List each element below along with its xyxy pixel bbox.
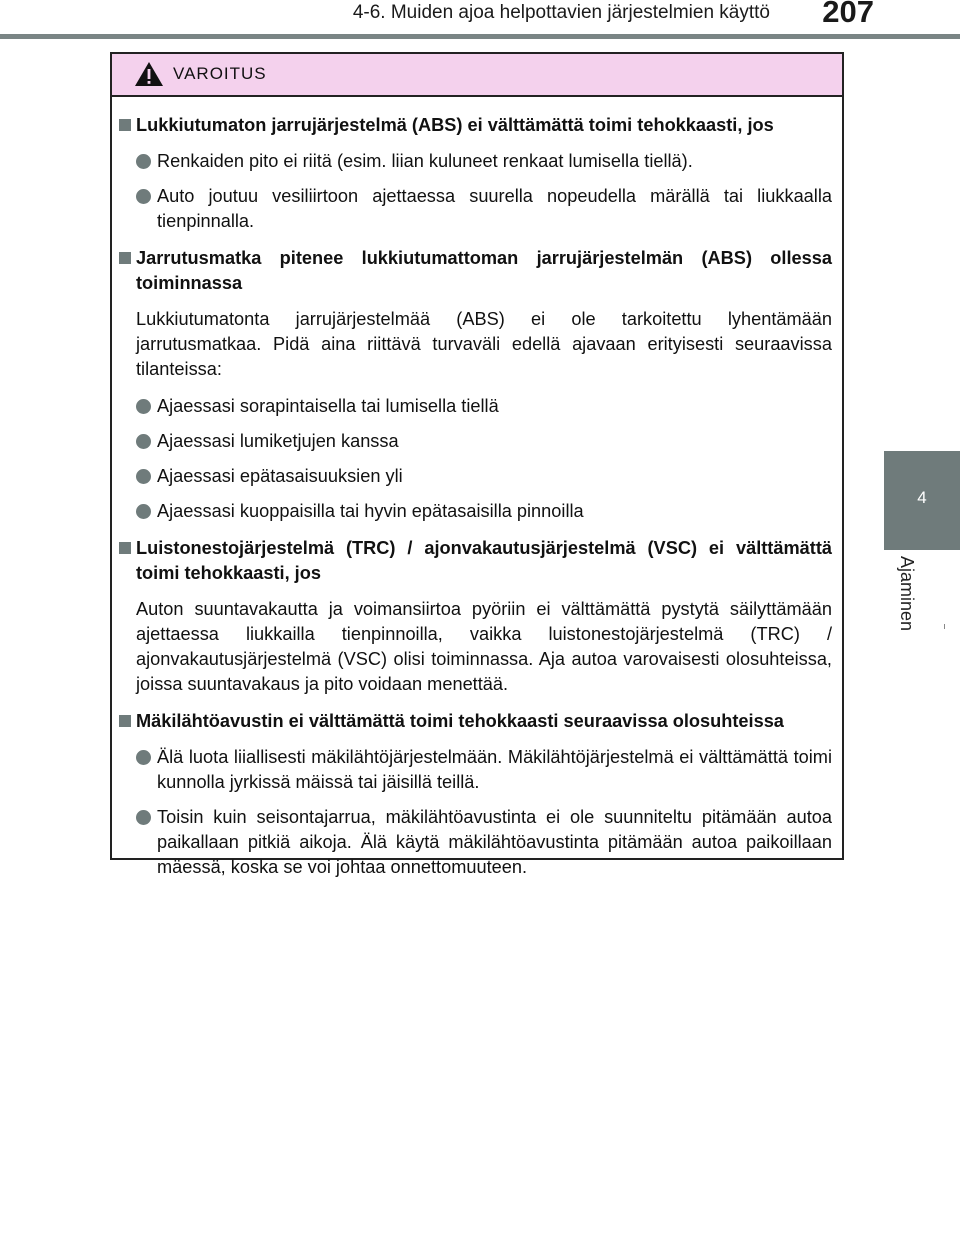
section-heading: Luistonestojärjestelmä (TRC) / ajonvakautusjärjestelmä (VSC) ei välttämättä toimi tehokkaasti, jos	[136, 538, 832, 583]
warning-section	[119, 113, 832, 234]
round-bullet-icon	[136, 434, 151, 449]
bullet-item	[136, 805, 832, 880]
warning-title: VAROITUS	[173, 64, 267, 83]
round-bullet-icon	[136, 154, 151, 169]
bullet-text: Ajaessasi lumiketjujen kanssa	[157, 431, 399, 451]
warning-header	[112, 54, 842, 97]
warning-box	[110, 52, 844, 877]
bullet-text: Toisin kuin seisontajarrua, mäkilähtöavustinta ei ole suunniteltu pitämään autoa paikallaan pitkiä aikoja. Älä käytä mäkilähtöavustinta pitämään autoa paikoillaan mäessä, koska se voi johtaa onnettomuuteen.	[157, 807, 832, 877]
warning-section	[119, 709, 832, 880]
chapter-mark	[944, 624, 945, 629]
warning-section	[119, 536, 832, 697]
page-number: 207	[822, 0, 874, 29]
bullet-text: Älä luota liiallisesti mäkilähtöjärjestelmään. Mäkilähtöjärjestelmä ei välttämättä toimi kunnolla jyrkissä mäissä tai jäisillä teillä.	[157, 747, 832, 792]
warning-body	[112, 97, 842, 880]
section-heading: Jarrutusmatka pitenee lukkiutumattoman jarrujärjestelmän (ABS) ollessa toiminnassa	[136, 248, 832, 293]
round-bullet-icon	[136, 189, 151, 204]
section-paragraph: Auton suuntavakautta ja voimansiirtoa pyöriin ei välttämättä pystytä säilyttämään ajettaessa liukkailla tienpinnoilla, vaikka luistonestojärjestelmä (TRC) / ajonvakautusjärjestelmä (VSC) olisi toiminnassa. Aja autoa varovaisesti olosuhteissa, joissa suuntavakaus ja pito voidaan menettää.	[136, 599, 832, 694]
bullet-item	[136, 394, 832, 419]
round-bullet-icon	[136, 504, 151, 519]
square-bullet-icon	[119, 542, 131, 554]
section-heading: Mäkilähtöavustin ei välttämättä toimi tehokkaasti seuraavissa olosuhteissa	[136, 711, 784, 731]
square-bullet-icon	[119, 715, 131, 727]
bullet-text: Ajaessasi sorapintaisella tai lumisella tiellä	[157, 396, 499, 416]
round-bullet-icon	[136, 810, 151, 825]
bullet-text: Auto joutuu vesiliirtoon ajettaessa suurella nopeudella märällä tai liukkaalla tienpinnalla.	[157, 186, 832, 231]
round-bullet-icon	[136, 399, 151, 414]
square-bullet-icon	[119, 119, 131, 131]
bullet-text: Renkaiden pito ei riitä (esim. liian kuluneet renkaat lumisella tiellä).	[157, 151, 693, 171]
bullet-item	[136, 184, 832, 234]
section-heading: Lukkiutumaton jarrujärjestelmä (ABS) ei välttämättä toimi tehokkaasti, jos	[136, 115, 774, 135]
bullet-item	[136, 429, 832, 454]
bullet-text: Ajaessasi kuoppaisilla tai hyvin epätasaisilla pinnoilla	[157, 501, 584, 521]
bullet-item	[136, 464, 832, 489]
warning-section	[119, 246, 832, 524]
square-bullet-icon	[119, 252, 131, 264]
bullet-item	[136, 499, 832, 524]
warning-triangle-icon	[134, 61, 164, 87]
bullet-item	[136, 745, 832, 795]
chapter-tab[interactable]	[884, 451, 960, 550]
round-bullet-icon	[136, 469, 151, 484]
section-title: 4-6. Muiden ajoa helpottavien järjestelmien käyttö	[352, 2, 770, 23]
chapter-number: 4	[917, 488, 927, 507]
bullet-text: Ajaessasi epätasaisuuksien yli	[157, 466, 403, 486]
section-paragraph: Lukkiutumatonta jarrujärjestelmää (ABS) ei ole tarkoitettu lyhentämään jarrutusmatkaa. Pidä aina riittävä turvaväli edellä ajavaan erityisesti seuraavissa tilanteissa:	[136, 309, 832, 379]
chapter-label: Ajaminen	[897, 556, 917, 632]
bullet-item	[136, 149, 832, 174]
round-bullet-icon	[136, 750, 151, 765]
header-rule	[0, 34, 960, 39]
